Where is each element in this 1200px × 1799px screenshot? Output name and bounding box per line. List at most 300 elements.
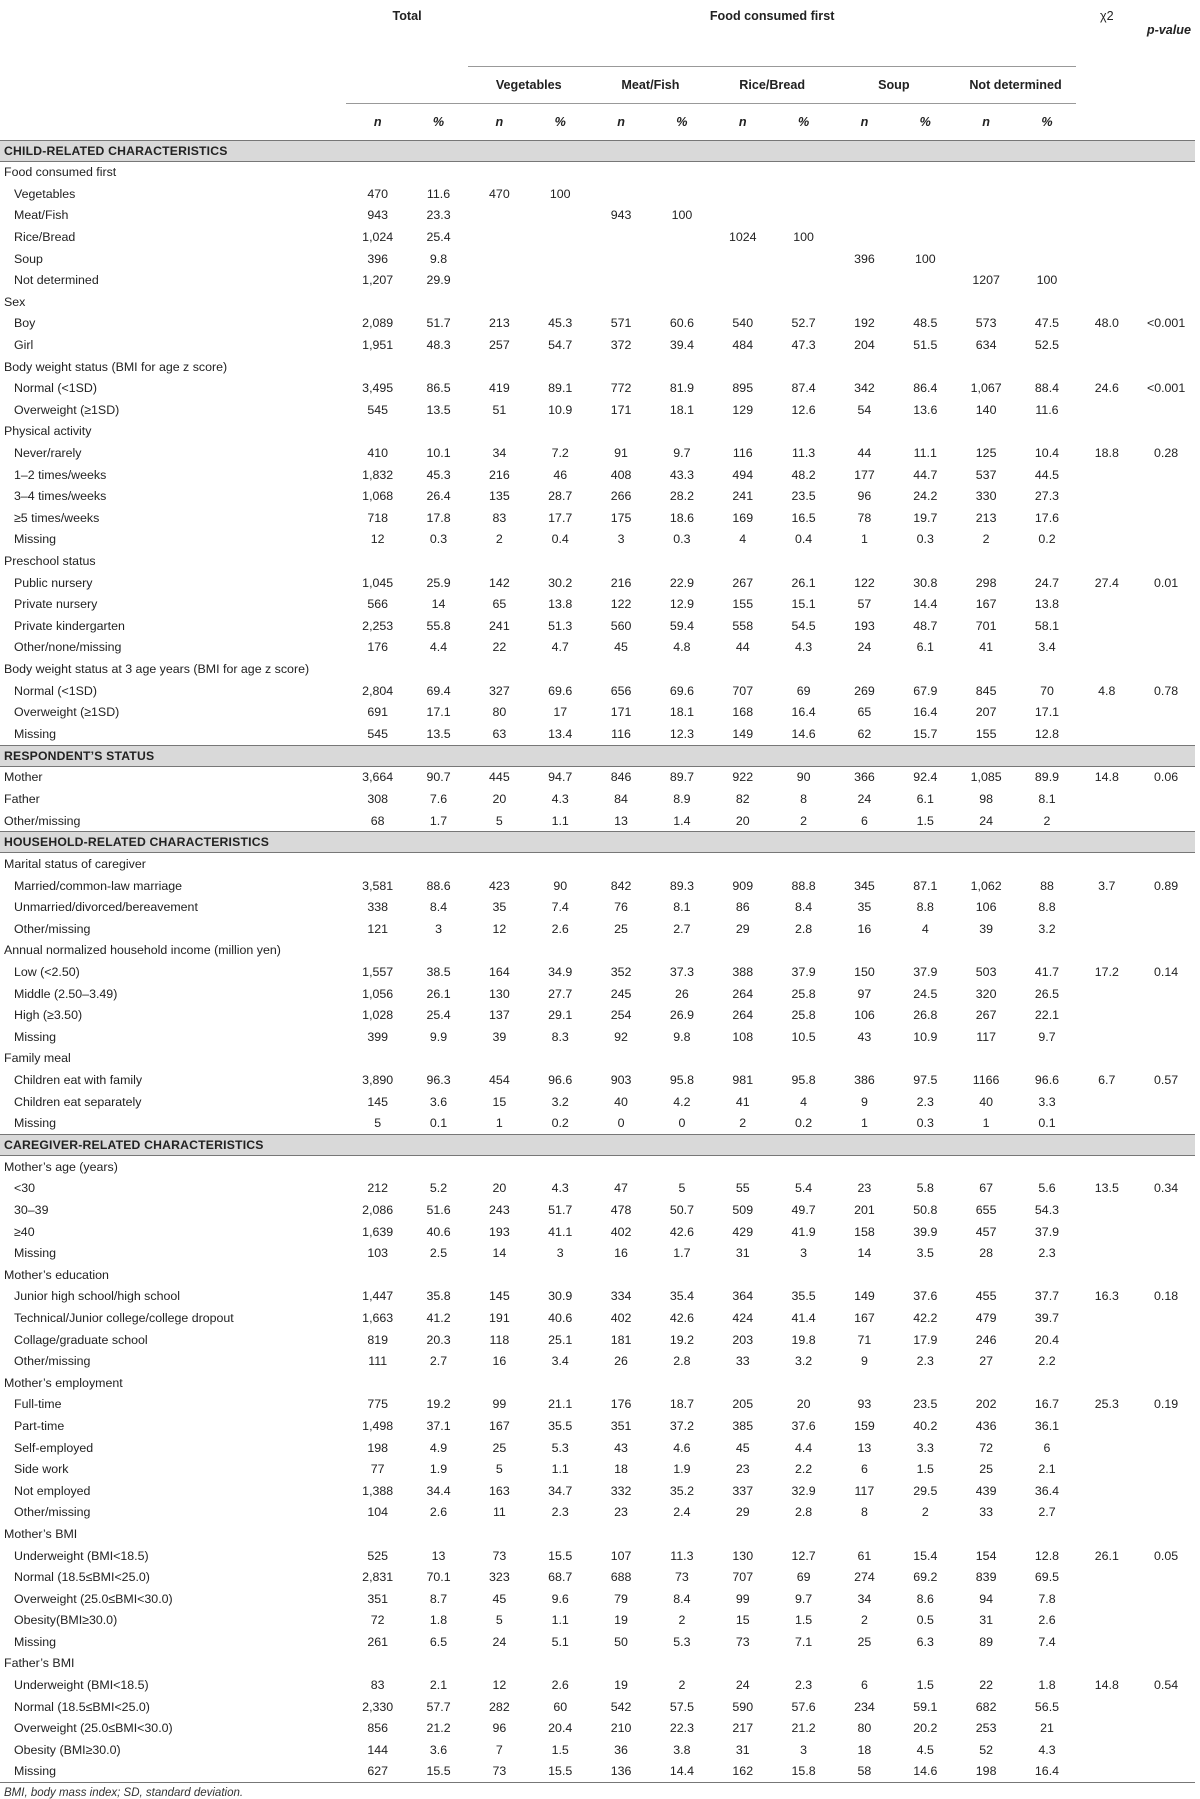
cell-n: 29 [735, 921, 750, 936]
cell-pct [531, 161, 590, 183]
cell-n: 399 [367, 1029, 389, 1044]
cell-n [955, 1372, 1018, 1394]
cell-pct: 60 [553, 1699, 568, 1714]
cell-n: 207 [975, 705, 997, 720]
cell-p-value [1137, 1156, 1195, 1178]
cell-pct: 2.1 [429, 1678, 448, 1693]
cell-pct: 4.9 [429, 1440, 448, 1455]
cell-n: 718 [367, 510, 389, 525]
cell-chi-square [1076, 810, 1137, 832]
cell-n: 545 [367, 726, 389, 741]
cell-n [833, 226, 896, 248]
cell-n: 1024 [728, 230, 757, 245]
cell-pct: 69 [796, 1570, 811, 1585]
cell-pct: 86.5 [426, 381, 451, 396]
cell-pct: 2.5 [429, 1246, 448, 1261]
row-label: Technical/Junior college/college dropout [14, 1310, 234, 1325]
section-title: CAREGIVER-RELATED CHARACTERISTICS [0, 1135, 1195, 1156]
cell-n: 34 [857, 1591, 872, 1606]
category-row [0, 658, 1195, 680]
cell-pct: 11.3 [791, 446, 816, 461]
cell-pct [653, 1156, 712, 1178]
cell-pct: 21.2 [791, 1721, 816, 1736]
cell-pct: 52.7 [791, 316, 816, 331]
cell-pct: 11.6 [1035, 402, 1059, 417]
row-label: Part-time [14, 1418, 65, 1433]
cell-n: 44 [735, 640, 750, 655]
cell-n: 2,804 [362, 683, 394, 698]
cell-n: 264 [732, 1008, 754, 1023]
cell-p-value [1137, 529, 1195, 551]
cell-pct: 88 [1040, 878, 1054, 893]
cell-pct: 50.8 [913, 1203, 938, 1218]
cell-n: 104 [367, 1505, 389, 1520]
cell-chi-square [1076, 1566, 1137, 1588]
cell-n: 566 [367, 597, 389, 612]
cell-pct: 2.8 [794, 921, 813, 936]
cell-n: 106 [975, 900, 997, 915]
cell-pct [653, 550, 712, 572]
cell-pct: 54.5 [791, 618, 816, 633]
cell-pct: 9.8 [429, 251, 448, 266]
cell-pct [774, 356, 833, 378]
row-label: Children eat with family [14, 1073, 143, 1088]
cell-n: 73 [492, 1548, 507, 1563]
table-row [0, 269, 1195, 291]
cell-pct: 20.4 [1034, 1332, 1060, 1347]
cell-pct: 23.3 [426, 208, 451, 223]
cell-pct: 3.6 [429, 1094, 448, 1109]
category-row [0, 1048, 1195, 1070]
cell-chi-square [1076, 1350, 1137, 1372]
table-row [0, 810, 1195, 832]
cell-n: 274 [854, 1570, 875, 1585]
cell-pct: 51.7 [548, 1203, 573, 1218]
cell-pct: 96.6 [548, 1073, 573, 1088]
cell-n: 106 [854, 1008, 875, 1023]
cell-n: 26 [614, 1354, 628, 1369]
cell-n: 11 [492, 1505, 506, 1520]
table-row [0, 1674, 1195, 1696]
row-label: Rice/Bread [14, 230, 76, 245]
cell-n: 537 [975, 467, 997, 482]
cell-pct [1018, 1048, 1077, 1070]
cell-n: 171 [610, 402, 632, 417]
cell-chi-square [1076, 1026, 1137, 1048]
cell-n: 396 [854, 251, 875, 266]
cell-p-value [1137, 723, 1195, 745]
table-row [0, 788, 1195, 810]
category-row [0, 550, 1195, 572]
cell-chi-square [1076, 550, 1137, 572]
cell-pct: 9.7 [1038, 1029, 1056, 1044]
cell-n: 116 [611, 726, 631, 741]
cell-pct: 69 [796, 683, 811, 698]
cell-n: 682 [975, 1699, 997, 1714]
cell-n [955, 1523, 1018, 1545]
cell-n [833, 1372, 896, 1394]
cell-pct [531, 1653, 590, 1675]
cell-n: 51 [492, 402, 507, 417]
cell-chi-square [1076, 1264, 1137, 1286]
cell-pct [409, 291, 468, 313]
cell-n: 1,067 [970, 381, 1002, 396]
cell-pct: 2.3 [1038, 1246, 1056, 1261]
cell-pct: 0.1 [1038, 1116, 1056, 1131]
row-label: <30 [14, 1181, 36, 1196]
cell-n: 18 [614, 1462, 628, 1477]
cell-n [711, 940, 774, 962]
cell-n: 1166 [972, 1073, 1000, 1088]
cell-pct: 6.1 [916, 791, 934, 806]
header-total: Total [392, 9, 422, 23]
cell-pct: 4 [921, 921, 929, 936]
cell-pct: 3.2 [551, 1094, 569, 1109]
cell-n: 130 [489, 986, 510, 1001]
table-row [0, 1415, 1195, 1437]
cell-n: 43 [857, 1029, 872, 1044]
cell-n: 6 [860, 813, 868, 828]
cell-n: 323 [489, 1570, 510, 1585]
row-label: Never/rarely [14, 446, 82, 461]
cell-n: 121 [367, 921, 389, 936]
cell-n: 96 [857, 489, 872, 504]
cell-pct: 2 [921, 1505, 929, 1520]
cell-pct: 0.1 [429, 1116, 448, 1131]
cell-p-value: 0.05 [1154, 1548, 1179, 1563]
cell-n: 2 [739, 1116, 747, 1131]
category-row [0, 356, 1195, 378]
row-label: Body weight status at 3 age years (BMI for age z score) [4, 661, 310, 676]
cell-pct: 3.5 [916, 1246, 934, 1261]
cell-n [468, 1372, 531, 1394]
cell-pct: 42.6 [669, 1310, 694, 1325]
cell-pct: 4.8 [673, 640, 691, 655]
cell-n: 25 [979, 1462, 994, 1477]
cell-n: 58 [833, 1761, 896, 1783]
cell-chi-square [1076, 485, 1137, 507]
cell-n: 1 [860, 532, 868, 547]
cell-n: 149 [854, 1289, 875, 1304]
cell-pct: 0.4 [551, 532, 569, 547]
cell-pct: 8.1 [1038, 791, 1056, 806]
cell-p-value [1137, 810, 1195, 832]
cell-chi-square [1076, 529, 1137, 551]
table-row [0, 1588, 1195, 1610]
cell-pct: 48.2 [791, 467, 816, 482]
cell-p-value [1137, 248, 1195, 270]
row-label: Married/common-law marriage [14, 878, 183, 893]
cell-chi-square [1076, 1502, 1137, 1524]
cell-pct: 8.4 [794, 900, 813, 915]
cell-p-value: 0.89 [1154, 878, 1179, 893]
cell-pct [774, 269, 833, 291]
cell-n [711, 248, 774, 270]
cell-n: 107 [610, 1548, 632, 1563]
cell-chi-square [1076, 940, 1137, 962]
cell-chi-square: 48.0 [1094, 316, 1119, 331]
cell-n: 922 [732, 770, 754, 785]
cell-n: 4 [739, 532, 747, 547]
cell-p-value [1137, 1653, 1195, 1675]
table-row [0, 1307, 1195, 1329]
row-label: Sex [4, 294, 26, 309]
cell-n [955, 1048, 1018, 1070]
cell-pct: 1.7 [429, 813, 448, 828]
cell-pct: 67.9 [913, 683, 938, 698]
cell-pct: 30.8 [913, 575, 938, 590]
cell-n: 24 [492, 1634, 507, 1649]
cell-n: 122 [610, 597, 632, 612]
cell-pct [531, 550, 590, 572]
cell-n [346, 1048, 409, 1070]
cell-pct: 4.7 [551, 640, 569, 655]
cell-n: 83 [370, 1678, 385, 1693]
cell-n: 656 [610, 683, 632, 698]
cell-n [590, 183, 653, 205]
cell-pct [1018, 248, 1077, 270]
row-label: Other/missing [14, 1354, 91, 1369]
cell-pct [1018, 940, 1077, 962]
row-label: Missing [0, 1761, 346, 1783]
cell-pct: 8.6 [916, 1591, 934, 1606]
cell-n: 24 [735, 1678, 750, 1693]
cell-n: 84 [614, 791, 628, 806]
row-label: Other/missing [14, 1505, 91, 1520]
cell-pct [896, 183, 955, 205]
cell-chi-square [1076, 701, 1137, 723]
cell-n: 164 [489, 965, 510, 980]
cell-pct: 23.5 [913, 1397, 938, 1412]
cell-pct: 70 [1040, 683, 1054, 698]
cell-pct: 88.6 [426, 878, 451, 893]
cell-pct: 89.3 [669, 878, 694, 893]
cell-pct: 45.3 [548, 316, 573, 331]
cell-chi-square [1076, 1242, 1137, 1264]
cell-pct: 10.9 [913, 1029, 938, 1044]
table-row [0, 183, 1195, 205]
row-label: Normal (18.5≤BMI<25.0) [14, 1570, 150, 1585]
cell-pct [896, 1653, 955, 1675]
cell-pct: 69.2 [913, 1570, 938, 1585]
cell-pct: 48.7 [913, 618, 938, 633]
cell-n [711, 1048, 774, 1070]
cell-pct: 12.3 [669, 726, 694, 741]
row-label: Not employed [14, 1483, 91, 1498]
cell-pct: 28.7 [548, 489, 573, 504]
table-row [0, 918, 1195, 940]
cell-n [711, 853, 774, 875]
cell-n: 67 [979, 1181, 994, 1196]
cell-n: 0 [617, 1116, 625, 1131]
cell-n: 39 [492, 1029, 507, 1044]
cell-pct [409, 1653, 468, 1675]
cell-pct [653, 161, 712, 183]
cell-n: 91 [614, 446, 628, 461]
cell-n: 1,639 [362, 1224, 394, 1239]
cell-pct: 2.6 [1038, 1613, 1056, 1628]
cell-pct [774, 205, 833, 227]
row-label: Overweight (25.0≤BMI<30.0) [14, 1591, 173, 1606]
cell-n: 846 [610, 770, 632, 785]
cell-n: 345 [854, 878, 875, 893]
cell-pct [896, 269, 955, 291]
table-row [0, 1545, 1195, 1567]
cell-n: 470 [367, 186, 389, 201]
cell-n: 396 [367, 251, 389, 266]
cell-n: 167 [489, 1418, 510, 1433]
cell-n: 509 [732, 1203, 754, 1218]
cell-pct: 2.4 [673, 1505, 691, 1520]
cell-pct: 2.7 [429, 1354, 448, 1369]
cell-n: 82 [735, 791, 750, 806]
cell-n: 707 [732, 1570, 754, 1585]
cell-n: 571 [610, 316, 632, 331]
cell-n: 71 [857, 1332, 872, 1347]
section-header-row [0, 745, 1195, 766]
cell-p-value [1137, 1566, 1195, 1588]
cell-p-value: 0.78 [1154, 683, 1179, 698]
row-label: Body weight status (BMI for age z score) [4, 359, 228, 374]
cell-pct: 4.4 [429, 640, 448, 655]
cell-n: 39 [979, 921, 994, 936]
cell-n: 494 [732, 467, 754, 482]
cell-n: 176 [367, 640, 389, 655]
row-label: Full-time [14, 1397, 62, 1412]
header-blank [0, 0, 346, 66]
cell-chi-square [1076, 1112, 1137, 1134]
cell-pct: 50.7 [669, 1203, 694, 1218]
cell-p-value: 0.14 [1154, 965, 1179, 980]
cell-n: 137 [489, 1008, 510, 1023]
row-label: Normal (<1SD) [14, 381, 97, 396]
cell-pct [531, 248, 590, 270]
cell-p-value [1137, 940, 1195, 962]
cell-chi-square [1076, 1717, 1137, 1739]
cell-pct [653, 291, 712, 313]
header-n: n [590, 103, 653, 140]
cell-p-value [1137, 1458, 1195, 1480]
cell-n: 99 [492, 1397, 507, 1412]
cell-pct: 30.9 [548, 1289, 573, 1304]
cell-n: 327 [489, 683, 510, 698]
cell-pct: 29.5 [913, 1483, 938, 1498]
table-row [0, 637, 1195, 659]
cell-pct [653, 940, 712, 962]
cell-n: 162 [711, 1761, 774, 1783]
cell-n [590, 940, 653, 962]
cell-pct: 69.4 [426, 683, 451, 698]
cell-p-value [1137, 983, 1195, 1005]
cell-n: 136 [590, 1761, 653, 1783]
cell-pct: 10.9 [548, 402, 573, 417]
category-row [0, 940, 1195, 962]
cell-pct: 3.3 [916, 1440, 934, 1455]
cell-n [955, 183, 1018, 205]
cell-pct [896, 1048, 955, 1070]
cell-pct: 26.4 [426, 489, 451, 504]
cell-chi-square [1076, 1761, 1137, 1783]
cell-n: 217 [732, 1721, 754, 1736]
cell-n: 117 [854, 1483, 875, 1498]
cell-n: 145 [367, 1094, 389, 1109]
cell-p-value [1137, 637, 1195, 659]
cell-pct [653, 1653, 712, 1675]
table-row [0, 1069, 1195, 1091]
cell-pct: 2 [800, 813, 808, 828]
category-row [0, 1653, 1195, 1675]
cell-pct: 38.5 [426, 965, 451, 980]
cell-n [468, 269, 531, 291]
cell-n: 77 [370, 1462, 385, 1477]
cell-n: 1,028 [362, 1008, 394, 1023]
row-label: Unmarried/divorced/bereavement [14, 900, 198, 915]
cell-pct: 100 [914, 251, 936, 266]
cell-pct: 7.8 [1038, 1591, 1056, 1606]
cell-pct: 36.4 [1034, 1483, 1060, 1498]
cell-p-value [1137, 1523, 1195, 1545]
cell-p-value [1137, 1631, 1195, 1653]
table-row [0, 1761, 1195, 1783]
cell-pct: 16.4 [913, 705, 938, 720]
cell-pct: 13.8 [548, 597, 573, 612]
cell-n: 267 [975, 1008, 997, 1023]
cell-n: 16 [857, 921, 872, 936]
cell-n: 72 [979, 1440, 994, 1455]
cell-pct: 16.4 [791, 705, 816, 720]
cell-p-value [1137, 1372, 1195, 1394]
cell-pct [409, 658, 468, 680]
cell-n: 386 [854, 1073, 875, 1088]
cell-n [711, 161, 774, 183]
cell-n [711, 1523, 774, 1545]
cell-pct: 2.8 [794, 1505, 813, 1520]
cell-pct [896, 161, 955, 183]
cell-pct: 10.5 [791, 1029, 816, 1044]
cell-p-value [1137, 226, 1195, 248]
cell-pct: 19.8 [791, 1332, 816, 1347]
cell-n: 25 [492, 1440, 507, 1455]
cell-pct: 4.3 [1038, 1742, 1056, 1757]
cell-pct: 18.1 [669, 705, 694, 720]
table-row [0, 1480, 1195, 1502]
cell-pct: 13.5 [426, 402, 451, 417]
cell-n [833, 1653, 896, 1675]
cell-pct: 5.8 [916, 1181, 934, 1196]
cell-n [346, 1264, 409, 1286]
cell-n: 97 [857, 986, 872, 1001]
table-row [0, 1502, 1195, 1524]
cell-n [955, 161, 1018, 183]
cell-n: 167 [854, 1310, 875, 1325]
cell-pct: 4.2 [673, 1094, 691, 1109]
cell-n: 25 [614, 921, 628, 936]
cell-pct: 81.9 [669, 381, 694, 396]
cell-pct [774, 550, 833, 572]
cell-pct [531, 1048, 590, 1070]
cell-pct: 16.4 [1018, 1761, 1077, 1783]
cell-pct: 5 [678, 1181, 686, 1196]
cell-pct [1018, 226, 1077, 248]
cell-pct: 1.1 [551, 1613, 569, 1628]
cell-chi-square [1076, 1588, 1137, 1610]
row-label: Other/none/missing [14, 640, 122, 655]
cell-p-value [1137, 1004, 1195, 1026]
cell-pct: 70.1 [426, 1570, 451, 1585]
cell-pct: 30.2 [548, 575, 573, 590]
cell-n: 402 [610, 1310, 632, 1325]
cell-n: 140 [975, 402, 997, 417]
